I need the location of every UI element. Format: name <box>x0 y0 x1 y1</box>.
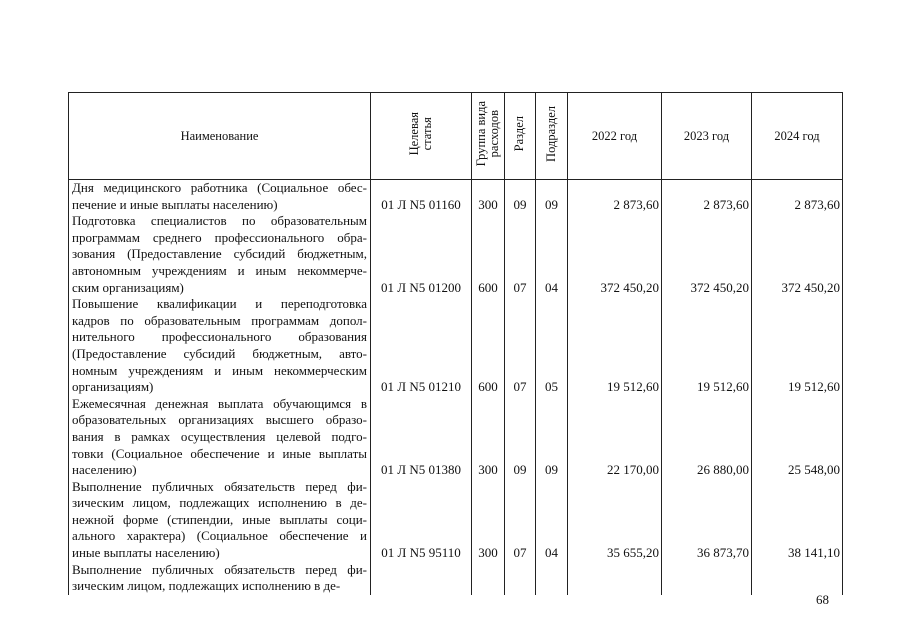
row-expense-group: 600 <box>472 213 505 296</box>
row-name-line: иные выплаты населению) <box>72 545 220 561</box>
header-target-article: Целевая статья <box>371 93 472 180</box>
row-target-code: 01 Л N5 01380 <box>371 396 472 479</box>
row-name-line: Ежемесячная денежная выплата обучающимся в <box>72 395 367 411</box>
row-amount-2024: 38 141,10 <box>752 479 843 562</box>
row-subsection: 04 <box>536 479 568 562</box>
row-name-line: (Предоставление субсидий бюджетным, авто- <box>72 345 367 361</box>
row-name-line: нительного профессионального образования <box>72 329 367 345</box>
row-target-code: 01 Л N5 01210 <box>371 296 472 396</box>
row-amount-2022: 35 655,20 <box>568 479 662 562</box>
row-name-line: населению) <box>72 462 137 478</box>
row-expense-group: 300 <box>472 396 505 479</box>
row-target-code: 01 Л N5 01200 <box>371 213 472 296</box>
row-amount-2024 <box>752 562 843 595</box>
row-amount-2023 <box>662 562 752 595</box>
row-target-code <box>371 562 472 595</box>
row-name-line: Выполнение публичных обязательств перед фи- <box>72 561 367 577</box>
row-name-cell <box>69 479 371 562</box>
row-name-line: образовательных организациях высшего образо- <box>72 412 367 428</box>
header-expense-group: Группа вида расходов <box>472 93 505 180</box>
row-amount-2024: 2 873,60 <box>752 180 843 214</box>
row-name-line: ального характера) (Социальное обеспечение и <box>72 528 367 544</box>
row-amount-2022: 19 512,60 <box>568 296 662 396</box>
row-section: 07 <box>505 213 536 296</box>
row-amount-2023: 2 873,60 <box>662 180 752 214</box>
table-row <box>69 296 843 396</box>
header-subsection: Подраздел <box>536 93 568 180</box>
row-amount-2023: 36 873,70 <box>662 479 752 562</box>
row-subsection: 04 <box>536 213 568 296</box>
header-section: Раздел <box>505 93 536 180</box>
table-header-row <box>69 93 843 180</box>
row-expense-group: 600 <box>472 296 505 396</box>
row-name-line: зования (Предоставление субсидий бюджетным, <box>72 246 367 262</box>
row-name-line: Выполнение публичных обязательств перед фи- <box>72 478 367 494</box>
row-name-line: номным учреждениям и иным некоммерческим <box>72 362 367 378</box>
row-name-line: автономным учреждениям и иным некоммерче- <box>72 262 367 278</box>
row-amount-2022: 22 170,00 <box>568 396 662 479</box>
row-name-line: ским организациям) <box>72 279 184 295</box>
row-name-line: программам среднего профессионального обра- <box>72 229 367 245</box>
row-section: 09 <box>505 180 536 214</box>
row-name-line: печение и иные выплаты населению) <box>72 196 278 212</box>
table-row <box>69 562 843 595</box>
row-amount-2023: 26 880,00 <box>662 396 752 479</box>
header-2022: 2022 год <box>568 93 662 180</box>
row-target-code: 01 Л N5 95110 <box>371 479 472 562</box>
row-section: 07 <box>505 479 536 562</box>
row-name-line: кадров по образовательным программам допол- <box>72 312 367 328</box>
row-name-cell <box>69 562 371 595</box>
row-section: 07 <box>505 296 536 396</box>
row-amount-2024: 372 450,20 <box>752 213 843 296</box>
row-amount-2022: 372 450,20 <box>568 213 662 296</box>
row-name-line: зическим лицом, подлежащих исполнению в де- <box>72 578 341 594</box>
row-target-code: 01 Л N5 01160 <box>371 180 472 214</box>
row-expense-group <box>472 562 505 595</box>
row-subsection: 09 <box>536 180 568 214</box>
header-name: Наименование <box>69 93 371 180</box>
table-row <box>69 180 843 214</box>
row-name-line: зическим лицом, подлежащих исполнению в де- <box>72 495 367 511</box>
row-amount-2024: 19 512,60 <box>752 296 843 396</box>
row-amount-2022 <box>568 562 662 595</box>
header-2023: 2023 год <box>662 93 752 180</box>
row-name-line: Повышение квалификации и переподготовка <box>72 296 367 312</box>
row-name-cell <box>69 396 371 479</box>
row-amount-2023: 372 450,20 <box>662 213 752 296</box>
row-name-line: организациям) <box>72 379 154 395</box>
row-subsection: 05 <box>536 296 568 396</box>
row-name-line: Дня медицинского работника (Социальное обес- <box>72 180 367 195</box>
table-row <box>69 396 843 479</box>
row-section <box>505 562 536 595</box>
row-name-cell <box>69 180 371 214</box>
row-name-line: товки (Социальное обеспечение и иные выплаты <box>72 445 367 461</box>
row-expense-group: 300 <box>472 479 505 562</box>
row-subsection: 09 <box>536 396 568 479</box>
row-amount-2023: 19 512,60 <box>662 296 752 396</box>
budget-table <box>68 92 843 595</box>
table-row <box>69 479 843 562</box>
page-number: 68 <box>816 592 829 607</box>
table-row <box>69 213 843 296</box>
row-amount-2022: 2 873,60 <box>568 180 662 214</box>
row-name-cell <box>69 296 371 396</box>
row-name-cell <box>69 213 371 296</box>
row-name-line: вания в рамках осуществления целевой подго- <box>72 428 367 444</box>
row-amount-2024: 25 548,00 <box>752 396 843 479</box>
header-2024: 2024 год <box>752 93 843 180</box>
row-subsection <box>536 562 568 595</box>
row-name-line: нежной форме (стипендии, иные выплаты соци- <box>72 511 367 527</box>
row-expense-group: 300 <box>472 180 505 214</box>
row-section: 09 <box>505 396 536 479</box>
row-name-line: Подготовка специалистов по образовательным <box>72 213 367 229</box>
